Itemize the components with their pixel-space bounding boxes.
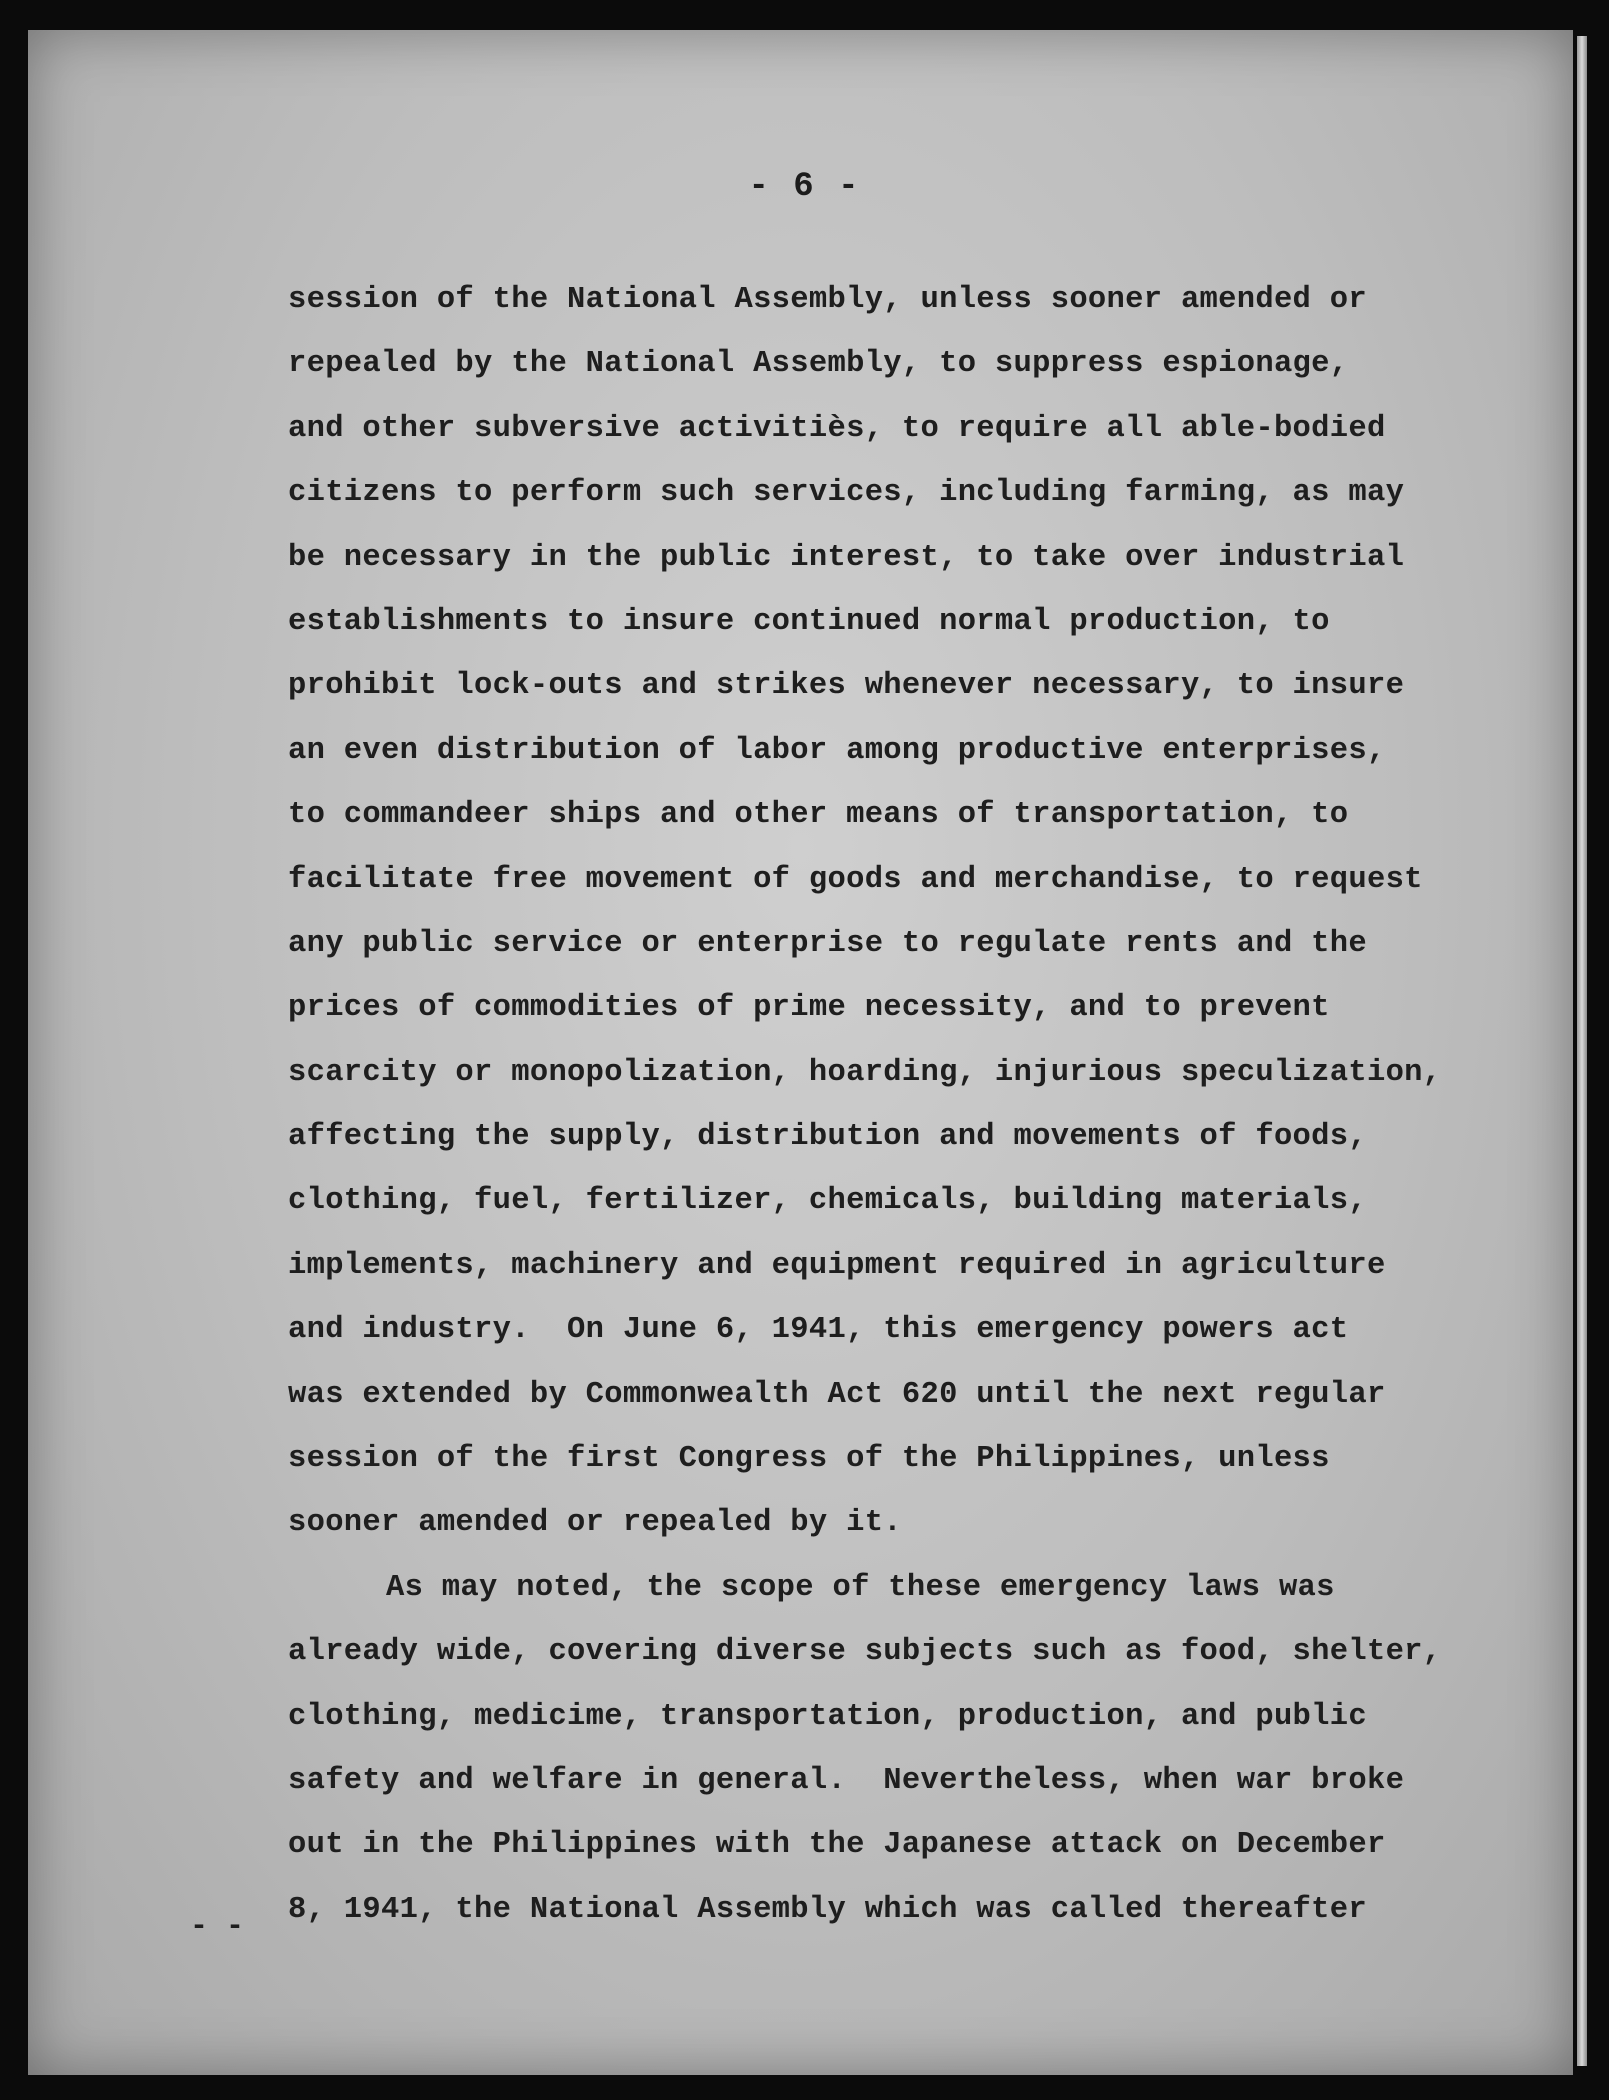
text-line: be necessary in the public interest, to take over industrial [288, 540, 1405, 575]
text-line: clothing, medicime, transportation, production, and public [288, 1699, 1367, 1734]
text-line: repealed by the National Assembly, to suppress espionage, [288, 347, 1349, 382]
text-line: an even distribution of labor among productive enterprises, [288, 733, 1386, 768]
text-line: was extended by Commonwealth Act 620 until the next regular [288, 1377, 1386, 1412]
page-number: - 6 - [748, 168, 861, 206]
text-line: prices of commodities of prime necessity, and to prevent [288, 991, 1330, 1026]
text-line: prohibit lock-outs and strikes whenever necessary, to insure [288, 669, 1405, 704]
text-line: scarcity or monopolization, hoarding, injurious speculization, [288, 1055, 1442, 1090]
page-edge [1577, 36, 1587, 2066]
text-line: sooner amended or repealed by it. [288, 1506, 902, 1541]
text-line: already wide, covering diverse subjects such as food, shelter, [288, 1635, 1442, 1670]
text-line: implements, machinery and equipment required in agriculture [288, 1248, 1386, 1283]
text-line: and other subversive activitiès, to require all able-bodied [288, 411, 1386, 446]
margin-mark: - - [190, 1910, 245, 1944]
text-line: session of the first Congress of the Philippines, unless [288, 1442, 1330, 1477]
text-line: any public service or enterprise to regulate rents and the [288, 926, 1367, 961]
text-line: facilitate free movement of goods and merchandise, to request [288, 862, 1423, 897]
text-line: to commandeer ships and other means of transportation, to [288, 798, 1349, 833]
text-line: session of the National Assembly, unless sooner amended or [288, 283, 1367, 317]
text-line: safety and welfare in general. Nevertheless, when war broke [288, 1763, 1405, 1798]
text-line: 8, 1941, the National Assembly which was called thereafter [288, 1892, 1367, 1927]
text-line: affecting the supply, distribution and movements of foods, [288, 1120, 1367, 1155]
text-line: and industry. On June 6, 1941, this emergency powers act [288, 1313, 1349, 1348]
text-line: out in the Philippines with the Japanese attack on December [288, 1828, 1386, 1863]
text-line: establishments to insure continued normal production, to [288, 604, 1330, 639]
text-line: clothing, fuel, fertilizer, chemicals, building materials, [288, 1184, 1367, 1219]
text-line: As may noted, the scope of these emergency laws was [386, 1570, 1335, 1605]
text-line: citizens to perform such services, including farming, as may [288, 476, 1405, 511]
body-text [288, 268, 1528, 1942]
